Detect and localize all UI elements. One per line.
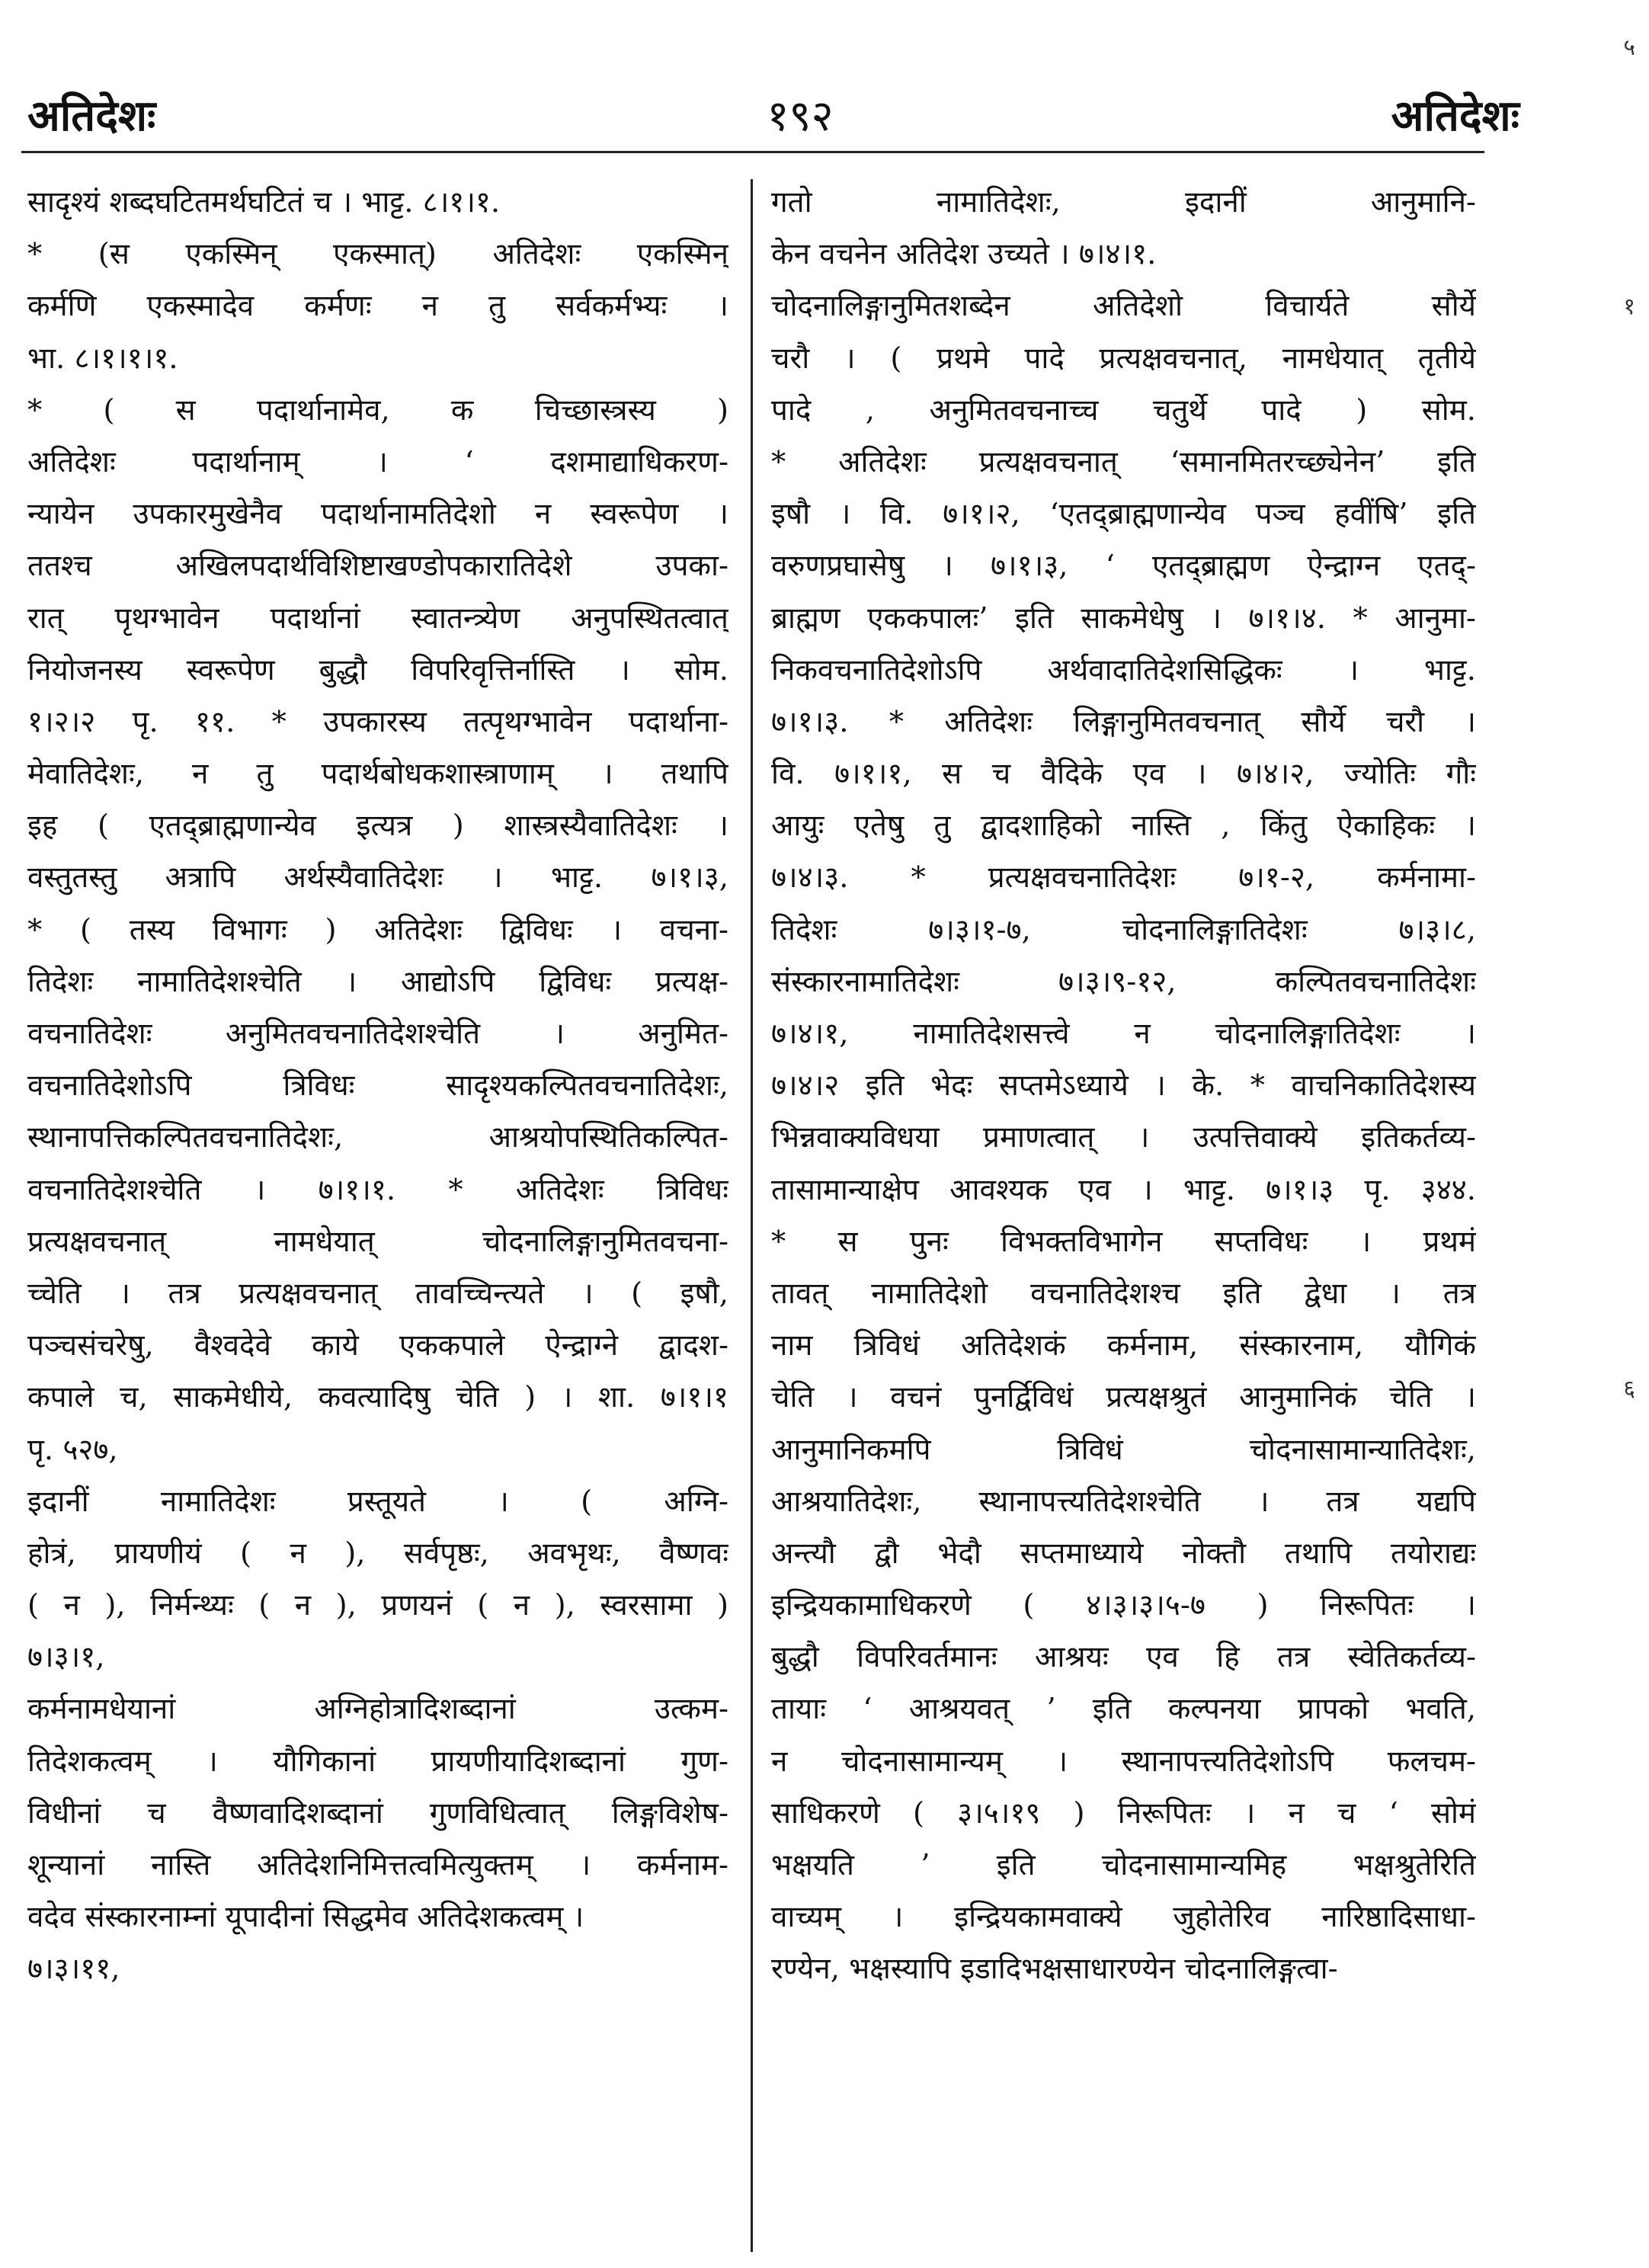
text-line: स्थानापत्तिकल्पितवचनातिदेशः, आश्रयोपस्थितिकल्पित-: [27, 1120, 728, 1155]
text-line: वचनातिदेशः अनुमितवचनातिदेशश्चेति । अनुमित-: [27, 1017, 728, 1051]
text-line: ततश्च अखिलपदार्थविशिष्टाखण्डोपकारातिदेशे उपका-: [27, 549, 728, 584]
text-line: इषौ । वि. ७।१।२, ‘एतद्ब्राह्मणान्येव पञ्च हवींषि’ इति: [771, 497, 1476, 532]
header-rule: [21, 151, 1484, 153]
text-line: पृ. ५२७,: [27, 1432, 118, 1467]
text-line: तिदेशः नामातिदेशश्चेति । आद्योऽपि द्विविधः प्रत्यक्ष-: [27, 964, 728, 999]
text-line: संस्कारनामातिदेशः ७।३।९-१२, कल्पितवचनातिदेशः: [771, 964, 1476, 999]
text-line: ७।३।११,: [27, 1952, 120, 1987]
text-line: विधीनां च वैष्णवादिशब्दानां गुणविधित्वात् लिङ्गविशेष-: [27, 1796, 728, 1831]
text-line: १।२।२ पृ. ११. * उपकारस्य तत्पृथग्भावेन पदार्थाना-: [27, 704, 728, 739]
text-line: नियोजनस्य स्वरूपेण बुद्धौ विपरिवृत्तिर्नास्ति । सोम.: [27, 652, 728, 687]
text-line: * अतिदेशः प्रत्यक्षवचनात् ‘समानमितरच्छ्येनेन’ इति: [771, 444, 1476, 479]
text-line: शून्यानां नास्ति अतिदेशनिमित्तत्वमित्युक्तम् । कर्मनाम-: [27, 1848, 728, 1882]
text-line: ७।१।३. * अतिदेशः लिङ्गानुमितवचनात् सौर्ये चरौ ।: [771, 704, 1476, 739]
text-line: आयुः एतेषु तु द्वादशाहिको नास्ति , किंतु ऐकाहिकः ।: [771, 809, 1476, 844]
text-line: मेवातिदेशः, न तु पदार्थबोधकशास्त्राणाम् । तथापि: [27, 757, 728, 792]
text-line: वस्तुतस्तु अत्रापि अर्थस्यैवातिदेशः । भाट्ट. ७।१।३,: [27, 860, 728, 895]
running-head-right: अतिदेशः: [1391, 91, 1519, 141]
text-line: बुद्धौ विपरिवर्तमानः आश्रयः एव हि तत्र स्वेतिकर्तव्य-: [771, 1640, 1476, 1675]
text-line: ब्राह्मण एककपालः’ इति साकमेधेषु । ७।१।४. * आनुमा-: [771, 601, 1476, 636]
text-line: कर्मणि एकस्मादेव कर्मणः न तु सर्वकर्मभ्यः ।: [27, 289, 728, 324]
text-line: वचनातिदेशश्चेति । ७।१।१. * अतिदेशः त्रिविधः: [27, 1172, 728, 1207]
text-line: आश्रयातिदेशः, स्थानापत्त्यतिदेशश्चेति । तत्र यद्यपि: [771, 1484, 1476, 1519]
text-line: * ( स पदार्थानामेव, क चिच्छास्त्रस्य ): [27, 392, 728, 428]
text-line: भा. ८।१।१।१.: [27, 341, 178, 376]
text-line: ७।३।१,: [27, 1640, 105, 1675]
text-line: तिदेशकत्वम् । यौगिकानां प्रायणीयादिशब्दानां गुण-: [27, 1744, 728, 1779]
text-line: * स पुनः विभक्तविभागेन सप्तविधः । प्रथमं: [771, 1224, 1476, 1259]
text-line: आनुमानिकमपि त्रिविधं चोदनासामान्यातिदेशः,: [771, 1432, 1476, 1467]
text-line: निकवचनातिदेशोऽपि अर्थवादातिदेशसिद्धिकः । भाट्ट.: [771, 652, 1476, 687]
text-line: ७।४।३. * प्रत्यक्षवचनातिदेशः ७।१-२, कर्मनामा-: [771, 860, 1476, 895]
text-line: इह ( एतद्ब्राह्मणान्येव इत्यत्र ) शास्त्रस्यैवातिदेशः ।: [27, 809, 728, 844]
text-line: रात् पृथग्भावेन पदार्थानां स्वातन्त्र्येण अनुपस्थितत्वात्: [27, 601, 728, 636]
text-line: च्चेति । तत्र प्रत्यक्षवचनात् तावच्चिन्त्यते । ( इषौ,: [27, 1276, 728, 1311]
margin-mark: १: [1623, 293, 1635, 320]
margin-mark: ५: [1623, 34, 1635, 61]
text-line: होत्रं, प्रायणीयं ( न ), सर्वपृष्ठः, अवभृथः, वैष्णवः: [27, 1536, 728, 1571]
text-line: सादृश्यं शब्दघटितमर्थघटितं च । भाट्ट. ८।१।१.: [27, 185, 501, 219]
left-column: [27, 177, 728, 1996]
text-line: * (स एकस्मिन् एकस्मात्) अतिदेशः एकस्मिन्: [27, 237, 728, 272]
text-line: ७।४।२ इति भेदः सप्तमेऽध्याये । के. * वाचनिकातिदेशस्य: [771, 1068, 1476, 1104]
text-line: न चोदनासामान्यम् । स्थानापत्त्यतिदेशोऽपि फलचम-: [771, 1744, 1476, 1779]
column-separator: [751, 179, 753, 2252]
text-line: वि. ७।१।१, स च वैदिके एव । ७।४।२, ज्योतिः गौः: [771, 757, 1476, 792]
text-line: भक्षयति ’ इति चोदनासामान्यमिह भक्षश्रुतेरिति: [771, 1848, 1476, 1882]
text-line: वदेव संस्कारनाम्नां यूपादीनां सिद्धमेव अतिदेशकत्वम् ।: [27, 1900, 584, 1935]
text-line: गतो नामातिदेशः, इदानीं आनुमानि-: [771, 185, 1476, 219]
text-line: भिन्नवाक्यविधया प्रमाणत्वात् । उत्पत्तिवाक्ये इतिकर्तव्य-: [771, 1120, 1476, 1155]
text-line: इन्द्रियकामाधिकरणे ( ४।३।३।५-७ ) निरूपितः ।: [771, 1588, 1476, 1623]
text-line: तायाः ‘ आश्रयवत् ’ इति कल्पनया प्रापको भवति,: [771, 1692, 1476, 1727]
text-line: तिदेशः ७।३।१-७, चोदनालिङ्गातिदेशः ७।३।८,: [771, 912, 1476, 947]
text-line: चोदनालिङ्गानुमितशब्देन अतिदेशो विचार्यते सौर्ये: [771, 289, 1476, 324]
text-line: न्यायेन उपकारमुखेनैव पदार्थानामतिदेशो न स्वरूपेण ।: [27, 497, 728, 532]
right-column: [771, 177, 1476, 1996]
text-line: अतिदेशः पदार्थानाम् । ‘ दशमाद्याधिकरण-: [27, 444, 728, 479]
text-line: केन वचनेन अतिदेश उच्यते । ७।४।१.: [771, 237, 1157, 272]
margin-mark: ६: [1623, 1376, 1635, 1402]
text-line: तासामान्याक्षेप आवश्यक एव । भाट्ट. ७।१।३ पृ. ३४४.: [771, 1172, 1476, 1207]
text-line: प्रत्यक्षवचनात् नामधेयात् चोदनालिङ्गानुमितवचना-: [27, 1224, 728, 1259]
text-line: वचनातिदेशोऽपि त्रिविधः सादृश्यकल्पितवचनातिदेशः,: [27, 1068, 728, 1104]
text-line: अन्त्यौ द्वौ भेदौ सप्तमाध्याये नोक्तौ तथापि तयोराद्यः: [771, 1536, 1476, 1571]
text-line: ७।४।१, नामातिदेशसत्त्वे न चोदनालिङ्गातिदेशः ।: [771, 1017, 1476, 1051]
text-line: कर्मनामधेयानां अग्निहोत्रादिशब्दानां उत्कम-: [27, 1692, 728, 1727]
text-line: * ( तस्य विभागः ) अतिदेशः द्विविधः । वचना-: [27, 912, 728, 947]
text-line: वरुणप्रघासेषु । ७।१।३, ‘ एतद्ब्राह्मण ऐन्द्राग्न एतद्-: [771, 549, 1476, 584]
text-line: कपाले च, साकमेधीये, कवत्यादिषु चेति ) । शा. ७।१।१: [27, 1380, 728, 1415]
text-line: चरौ । ( प्रथमे पादे प्रत्यक्षवचनात्, नामधेयात् तृतीये: [771, 341, 1476, 376]
text-line: तावत् नामातिदेशो वचनातिदेशश्च इति द्वेधा । तत्र: [771, 1276, 1476, 1311]
text-line: साधिकरणे ( ३।५।१९ ) निरूपितः । न च ‘ सोमं: [771, 1796, 1476, 1831]
running-head-left: अतिदेशः: [27, 91, 156, 141]
text-line: वाच्यम् । इन्द्रियकामवाक्ये जुहोतेरिव नारिष्ठादिसाधा-: [771, 1900, 1476, 1935]
text-line: इदानीं नामातिदेशः प्रस्तूयते । ( अग्नि-: [27, 1484, 728, 1519]
text-line: नाम त्रिविधं अतिदेशकं कर्मनाम, संस्कारनाम, यौगिकं: [771, 1328, 1476, 1363]
text-line: ( न ), निर्मन्थ्यः ( न ), प्रणयनं ( न ), स्वरसामा ): [27, 1588, 728, 1623]
text-line: चेति । वचनं पुनर्द्विविधं प्रत्यक्षश्रुतं आनुमानिकं चेति ।: [771, 1380, 1476, 1415]
text-line: पञ्चसंचरेषु, वैश्वदेवे काये एककपाले ऐन्द्राग्ने द्वादश-: [27, 1328, 728, 1363]
text-line: पादे , अनुमितवचनाच्च चतुर्थे पादे ) सोम.: [771, 392, 1476, 428]
text-line: रण्येन, भक्षस्यापि इडादिभक्षसाधारण्येन चोदनालिङ्गत्वा-: [771, 1952, 1338, 1987]
page-number: १९२: [767, 91, 834, 141]
